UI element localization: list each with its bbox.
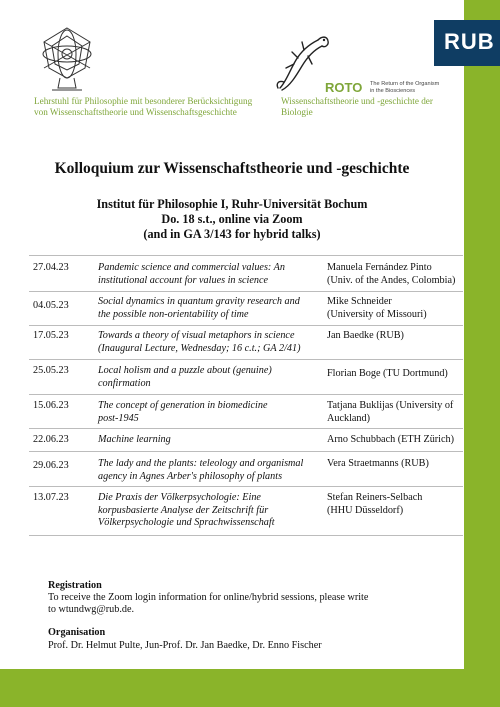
talk-title-line: Pandemic science and commercial values: An (98, 262, 285, 273)
talk-speaker (327, 434, 461, 447)
left-affiliation (34, 96, 279, 118)
registration-text (48, 592, 408, 617)
speaker-line: Tatjana Buklijas (University of (327, 400, 454, 411)
talk-title-line: the possible non-orientability of time (98, 308, 249, 320)
talk-date: 27.04.23 (33, 262, 69, 273)
talk-title (98, 296, 316, 321)
speaker-line: Jan Baedke (RUB) (327, 330, 404, 341)
talk-title-line: The lady and the plants: teleology and organismal (98, 458, 304, 469)
green-border-bottom (0, 669, 500, 707)
talk-title (98, 458, 316, 483)
axolotl-logo (272, 30, 332, 94)
rub-logo-text: RUB (444, 29, 495, 54)
talk-speaker (327, 368, 461, 381)
talk-title-line: institutional account for values in science (98, 274, 269, 286)
talk-date: 29.06.23 (33, 460, 69, 471)
organisation-heading: Organisation (48, 627, 106, 638)
roto-tagline-line2: in the Biosciences (370, 87, 416, 94)
talk-title (98, 262, 316, 287)
schedule-separator (29, 255, 463, 256)
registration-line1: To receive the Zoom login information for online/hybrid sessions, please write (48, 592, 369, 603)
speaker-line: Manuela Fernández Pinto (327, 262, 432, 273)
schedule-separator (29, 291, 463, 292)
speaker-line: Stefan Reiners-Selbach (327, 492, 423, 503)
green-border-right (464, 0, 500, 707)
talk-title-line: korpusbasierte Analyse der Zeitschrift für (98, 504, 269, 516)
talk-speaker (327, 296, 461, 321)
left-affiliation-line1: Lehrstuhl für Philosophie mit besonderer Berücksichtigung (34, 96, 253, 106)
schedule-separator (29, 486, 463, 487)
talk-title-line: Machine learning (98, 434, 171, 445)
organisation-text: Prof. Dr. Helmut Pulte, Jun-Prof. Dr. Jan Baedke, Dr. Enno Fischer (48, 640, 322, 651)
talk-title (98, 330, 316, 355)
talk-speaker (327, 492, 461, 517)
rub-logo (434, 20, 500, 66)
talk-title (98, 492, 316, 530)
armillary-sphere-logo (30, 20, 104, 94)
speaker-line: Florian Boge (TU Dortmund) (327, 368, 448, 379)
talk-date: 22.06.23 (33, 434, 69, 445)
talk-date: 04.05.23 (33, 300, 69, 311)
talk-date: 25.05.23 (33, 365, 69, 376)
subtitle-institute: Institut für Philosophie I, Ruhr-Universität Bochum (96, 197, 368, 211)
talk-title-line: Local holism and a puzzle about (genuine) (98, 365, 272, 376)
talk-date: 15.06.23 (33, 400, 69, 411)
schedule-separator (29, 451, 463, 452)
schedule-separator (29, 394, 463, 395)
talk-title-line: Völkerpsychologie und Sprachwissenschaft (98, 517, 275, 528)
talk-title-line: The concept of generation in biomedicine (98, 400, 268, 411)
talk-title-line: (Inaugural Lecture, Wednesday; 16 c.t.; GA 2/41) (98, 342, 301, 354)
talk-title-line: Social dynamics in quantum gravity research and (98, 296, 300, 307)
talk-title-line: Towards a theory of visual metaphors in science (98, 330, 295, 341)
registration-heading: Registration (48, 580, 102, 591)
talk-title-line: confirmation (98, 377, 151, 389)
talk-title-line: Die Praxis der Völkerpsychologie: Eine (98, 492, 261, 503)
talk-title (98, 434, 316, 447)
speaker-line: (University of Missouri) (327, 308, 427, 320)
talk-title-line: post-1945 (98, 412, 139, 424)
subtitle-room: (and in GA 3/143 for hybrid talks) (143, 227, 321, 241)
schedule-separator (29, 325, 463, 326)
talk-speaker (327, 400, 461, 425)
roto-tagline (370, 81, 450, 94)
schedule-separator (29, 359, 463, 360)
right-affiliation-line1: Wissenschaftstheorie und -geschichte der (281, 96, 433, 106)
speaker-line: Vera Straetmanns (RUB) (327, 458, 429, 469)
talk-speaker (327, 458, 461, 471)
left-affiliation-line2: von Wissenschaftstheorie und Wissenschaftsgeschichte (34, 107, 237, 117)
roto-tagline-line1: The Return of the Organism (370, 81, 440, 87)
talk-speaker (327, 262, 461, 287)
speaker-line: Auckland) (327, 412, 370, 424)
talk-title-line: agency in Agnes Arber's philosophy of plants (98, 470, 283, 482)
speaker-line: Arno Schubbach (ETH Zürich) (327, 434, 455, 445)
talk-date: 13.07.23 (33, 492, 69, 503)
talk-title (98, 365, 316, 390)
schedule-separator (29, 535, 463, 536)
talk-speaker (327, 330, 461, 343)
right-affiliation (281, 96, 451, 118)
speaker-line: Mike Schneider (327, 296, 392, 307)
speaker-line: (Univ. of the Andes, Colombia) (327, 274, 456, 286)
talk-date: 17.05.23 (33, 330, 69, 341)
talk-title (98, 400, 316, 425)
speaker-line: (HHU Düsseldorf) (327, 504, 404, 516)
right-affiliation-line2: Biologie (281, 107, 313, 117)
subtitle-time: Do. 18 s.t., online via Zoom (161, 212, 303, 226)
schedule-separator (29, 428, 463, 429)
registration-line2: to wtundwg@rub.de. (48, 604, 135, 616)
roto-name: ROTO (325, 80, 363, 95)
page-title: Kolloquium zur Wissenschaftstheorie und -geschichte (54, 160, 410, 177)
